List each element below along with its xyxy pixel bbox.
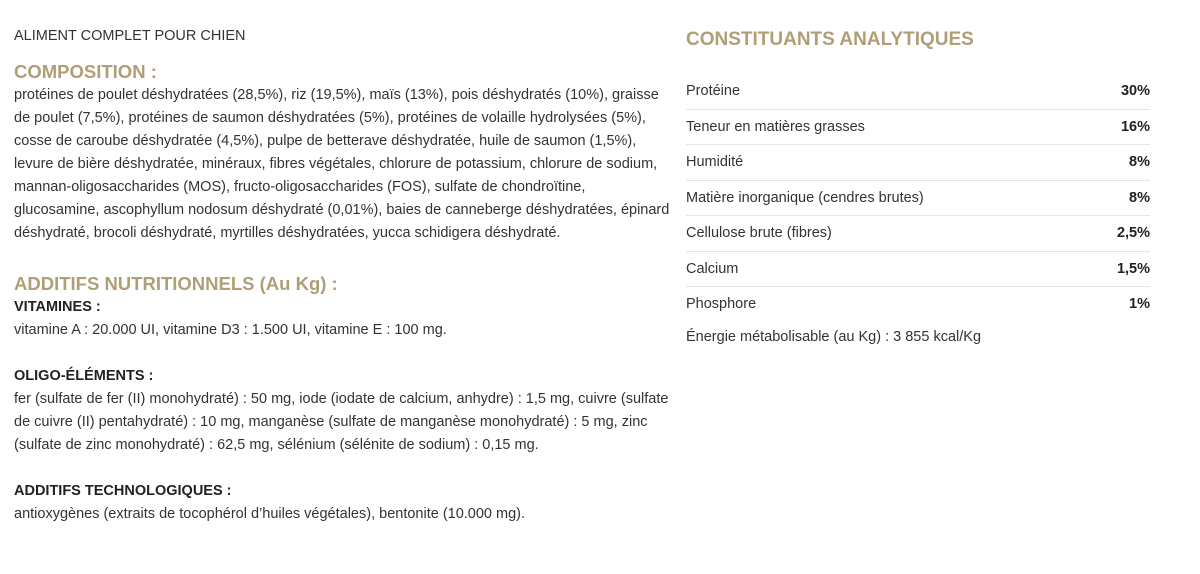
- analytic-value: 30%: [1120, 83, 1150, 100]
- vitamines-heading: VITAMINES :: [14, 299, 101, 315]
- techno-heading: ADDITIFS TECHNOLOGIQUES :: [14, 483, 232, 499]
- vitamines-block: [14, 296, 674, 342]
- analytic-label: Protéine: [686, 83, 741, 100]
- analytic-value: 8%: [1129, 154, 1150, 171]
- analytic-table: [686, 74, 1150, 322]
- analytic-label: Phosphore: [686, 296, 757, 313]
- analytic-value: 16%: [1120, 118, 1150, 135]
- analytic-value: 1%: [1129, 296, 1150, 313]
- analytic-value: 1,5%: [1116, 260, 1150, 277]
- analytic-value: 8%: [1129, 189, 1150, 206]
- analytic-row: [686, 74, 1150, 110]
- energy-value: Énergie métabolisable (au Kg) : 3 855 kcal/Kg: [686, 328, 982, 345]
- analytic-row: [686, 145, 1150, 181]
- oligo-heading: OLIGO-ÉLÉMENTS :: [14, 368, 154, 384]
- oligo-block: [14, 365, 674, 457]
- analytic-label: Humidité: [686, 154, 744, 171]
- analytic-row: [686, 216, 1150, 252]
- analytic-label: Cellulose brute (fibres): [686, 225, 832, 242]
- oligo-text: fer (sulfate de fer (II) monohydraté) : 50 mg, iode (iodate de calcium, anhydre) : 1,5 mg, cuivre (sulfate de cuivre (II) pentahydraté) : 10 mg, manganèse (sulfate de manganèse monohydraté) : 5 mg, zinc (sulfate de zinc monohydraté) : 62,5 mg, sélénium (sélénite de sodium) : 0,15 mg.: [14, 391, 669, 453]
- analytic-row: [686, 252, 1150, 288]
- techno-text: antioxygènes (extraits de tocophérol d’huiles végétales), bentonite (10.000 mg).: [14, 506, 526, 522]
- left-column: [14, 26, 674, 526]
- analytic-label: Calcium: [686, 260, 739, 277]
- product-type: ALIMENT COMPLET POUR CHIEN: [14, 28, 246, 44]
- analytic-row: [686, 181, 1150, 217]
- additifs-heading: ADDITIFS NUTRITIONNELS (Au Kg) :: [14, 273, 338, 294]
- analytic-row: [686, 110, 1150, 146]
- analytic-label: Matière inorganique (cendres brutes): [686, 189, 924, 206]
- analytic-label: Teneur en matières grasses: [686, 118, 865, 135]
- vitamines-text: vitamine A : 20.000 UI, vitamine D3 : 1.500 UI, vitamine E : 100 mg.: [14, 322, 447, 338]
- techno-block: [14, 480, 674, 526]
- composition-text: protéines de poulet déshydratées (28,5%), riz (19,5%), maïs (13%), pois déshydratés (10%), graisse de poulet (7,5%), protéines de saumon déshydratées (5%), protéines de volaille hydrolysées (5%), cosse de caroube déshydratée (4,5%), pulpe de betterave déshydratée, huile de saumon (1,5%), levure de bière déshydratée, minéraux, fibres végétales, chlorure de potassium, chlorure de sodium, mannan-oligosaccharides (MOS), fructo-oligosaccharides (FOS), sulfate de chondroïtine, glucosamine, ascophyllum nodosum déshydraté (0,01%), baies de canneberge déshydratées, épinard déshydraté, brocoli déshydraté, myrtilles déshydratées, yucca schidigera déshydraté.: [14, 87, 670, 241]
- analytic-heading: CONSTITUANTS ANALYTIQUES: [686, 29, 974, 50]
- right-column: [686, 26, 1150, 366]
- analytic-value: 2,5%: [1116, 225, 1150, 242]
- analytic-row: [686, 287, 1150, 322]
- composition-heading: COMPOSITION :: [14, 61, 157, 82]
